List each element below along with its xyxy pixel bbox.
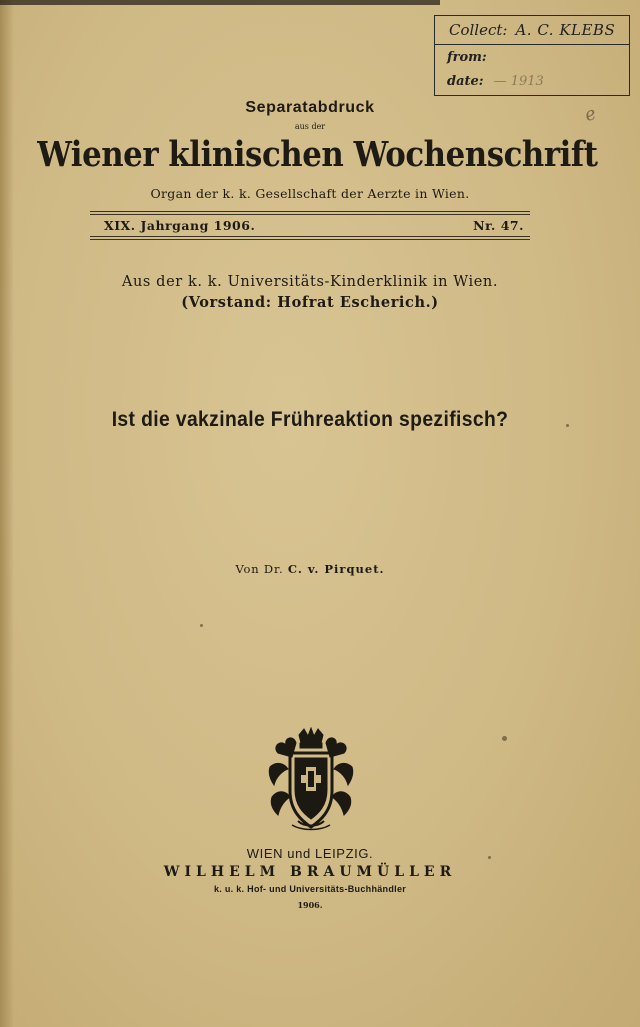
paper-speck <box>488 856 491 859</box>
affiliation-line-1: Aus der k. k. Universitäts-Kinderklinik in Wien. <box>121 274 499 290</box>
stamp-handwriting: — 1913 <box>493 73 544 89</box>
imprint-year: 1906. <box>297 900 323 910</box>
affiliation-line-2: (Vorstand: Hofrat Escherich.) <box>181 294 439 311</box>
pencil-mark: ℯ <box>581 102 599 127</box>
stamp-collect-row <box>435 16 629 45</box>
paper-speck <box>502 736 507 741</box>
top-edge-line <box>0 0 440 5</box>
author-prefix: Von Dr. <box>235 562 284 576</box>
organ-subtitle: Organ der k. k. Gesellschaft der Aerzte in Wien. <box>150 186 470 201</box>
stamp-collect-value: A. C. KLEBS <box>515 21 616 39</box>
journal-masthead: Wiener klinischen Wochenschrift <box>37 134 598 175</box>
stamp-from-row <box>435 45 629 69</box>
stamp-date-row <box>435 69 629 93</box>
issue-number: Nr. 47. <box>473 218 524 233</box>
rule-top-1 <box>90 211 530 212</box>
collection-stamp <box>434 15 630 96</box>
article-title: Ist die vakzinale Frühreaktion spezifisch? <box>111 408 509 431</box>
paper-speck <box>200 624 203 627</box>
aus-der-text: aus der <box>294 122 326 131</box>
imprint-hof: k. u. k. Hof- und Universitäts-Buchhändler <box>213 884 407 894</box>
stamp-from-label: from: <box>447 49 487 65</box>
separatabdruck-heading: Separatabdruck <box>245 99 375 116</box>
rule-bottom-2 <box>90 239 530 240</box>
issue-line <box>104 218 524 233</box>
stamp-collect-label: Collect: <box>449 21 508 39</box>
author-name: C. v. Pirquet. <box>287 562 385 576</box>
imprint-city: WIEN und LEIPZIG. <box>246 846 374 861</box>
stamp-date-label: date: <box>447 73 484 89</box>
jahrgang-text: XIX. Jahrgang 1906. <box>104 218 256 233</box>
imprint-publisher: WILHELM BRAUMÜLLER <box>163 864 457 880</box>
rule-top-2 <box>90 214 530 215</box>
publisher-crest-icon <box>268 727 354 831</box>
author-line <box>0 562 620 576</box>
rule-bottom-1 <box>90 236 530 237</box>
paper-speck <box>566 424 569 427</box>
